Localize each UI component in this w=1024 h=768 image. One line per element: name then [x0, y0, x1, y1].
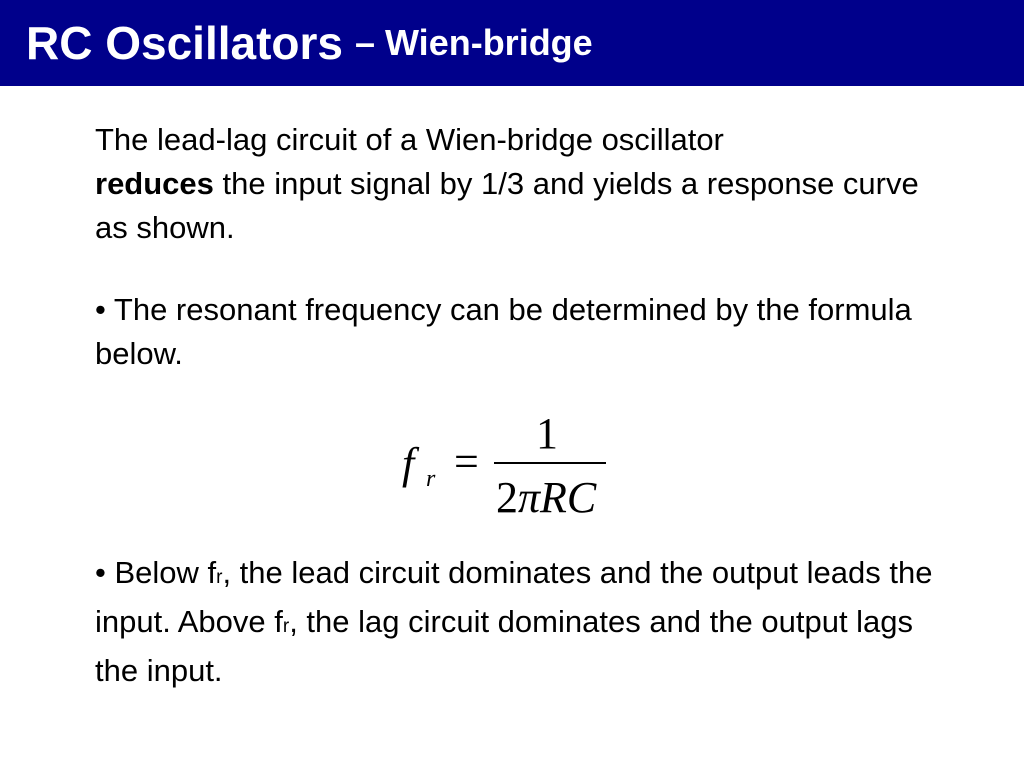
formula-denominator-rc: RC	[540, 473, 597, 522]
paragraph-lead-lag	[95, 118, 935, 250]
formula-denominator-coef: 2	[496, 473, 518, 522]
formula-fraction-bar	[494, 462, 606, 464]
resonant-frequency-formula	[396, 406, 616, 526]
formula-denominator-pi: π	[518, 473, 541, 522]
formula-denominator	[496, 472, 596, 523]
formula-lhs-subscript: r	[426, 466, 436, 492]
slide-title: RC Oscillators	[26, 17, 343, 69]
paragraph-dominance-text-1: • Below f	[95, 555, 217, 590]
paragraph-dominance-subscript-1: r	[216, 567, 223, 588]
paragraph-lead-lag-dominance	[95, 551, 935, 693]
formula-equals: =	[454, 437, 479, 486]
paragraph-lead-lag-lead: The lead-lag circuit of a Wien-bridge oscillator	[95, 122, 724, 157]
paragraph-resonant-frequency: • The resonant frequency can be determined by the formula below.	[95, 292, 912, 371]
paragraph-dominance-text-3: , the lag circuit dominates and the output lags the input.	[95, 604, 914, 688]
paragraph-lead-lag-bold: reduces	[95, 166, 214, 201]
title-bar	[0, 0, 1024, 86]
formula-lhs: f	[402, 439, 415, 488]
slide-subtitle: – Wien-bridge	[355, 22, 593, 63]
paragraph-lead-lag-rest: the input signal by 1/3 and yields a response curve as shown.	[95, 166, 919, 245]
formula-numerator: 1	[536, 409, 558, 458]
paragraph-dominance-text-2: , the lead circuit dominates and the output leads the input. Above f	[95, 555, 933, 639]
paragraph-dominance-subscript-2: r	[282, 616, 290, 637]
